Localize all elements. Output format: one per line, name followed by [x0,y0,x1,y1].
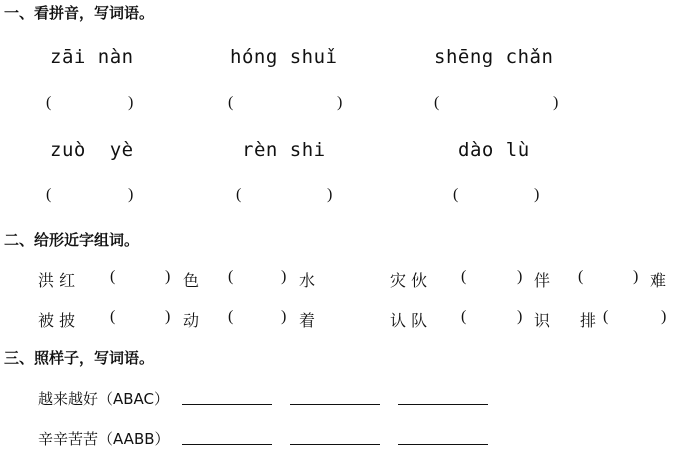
answer-paren-close-3: ) [553,94,559,111]
example-word: 越来越好（ABAC） [38,390,170,408]
blank-paren-open: ( [228,308,234,325]
fixed-char: 水 [299,271,316,290]
pinyin-1: zāi nàn [50,46,134,68]
pinyin-4: zuò yè [50,139,134,161]
char-pair: 被 披 [38,311,76,330]
blank-paren-open: ( [578,268,584,285]
section3-heading: 三、照样子，写词语。 [4,349,155,367]
answer-paren-close-1: ) [128,94,134,111]
answer-line [182,404,272,405]
pinyin-2: hóng shuǐ [230,46,338,68]
section1-heading: 一、看拼音，写词语。 [4,4,155,22]
answer-paren-close-2: ) [337,94,343,111]
answer-line [398,404,488,405]
blank-paren-close: ) [165,308,171,325]
fixed-char: 动 [183,311,200,330]
answer-paren-open-4: ( [46,186,52,203]
fixed-char: 伴 [534,271,551,290]
char-pair: 认 队 [390,311,428,330]
answer-paren-close-6: ) [534,186,540,203]
blank-paren-open: ( [461,268,467,285]
blank-paren-open: ( [110,308,116,325]
blank-paren-close: ) [633,268,639,285]
fixed-char: 色 [183,271,200,290]
answer-line [290,444,380,445]
blank-paren-close: ) [517,268,523,285]
answer-paren-open-5: ( [236,186,242,203]
answer-paren-close-5: ) [327,186,333,203]
char-pair: 洪 红 [38,271,76,290]
pinyin-5: rèn shi [242,139,326,161]
blank-paren-open: ( [110,268,116,285]
answer-paren-open-1: ( [46,94,52,111]
blank-paren-close: ) [661,308,667,325]
blank-paren-close: ) [281,268,287,285]
answer-line [290,404,380,405]
pinyin-6: dào lù [458,139,530,161]
answer-paren-open-2: ( [228,94,234,111]
fixed-char: 排 [580,311,597,330]
fixed-char: 难 [650,271,667,290]
answer-paren-open-6: ( [453,186,459,203]
blank-paren-close: ) [281,308,287,325]
answer-line [398,444,488,445]
blank-paren-close: ) [165,268,171,285]
blank-paren-open: ( [461,308,467,325]
blank-paren-close: ) [517,308,523,325]
example-word: 辛辛苦苦（AABB） [38,430,170,448]
char-pair: 灾 伙 [390,271,428,290]
section2-heading: 二、给形近字组词。 [4,231,140,249]
blank-paren-open: ( [228,268,234,285]
answer-line [182,444,272,445]
answer-paren-close-4: ) [128,186,134,203]
blank-paren-open: ( [603,308,609,325]
pinyin-3: shēng chǎn [434,46,554,68]
answer-paren-open-3: ( [434,94,440,111]
fixed-char: 着 [299,311,316,330]
fixed-char: 识 [534,311,551,330]
